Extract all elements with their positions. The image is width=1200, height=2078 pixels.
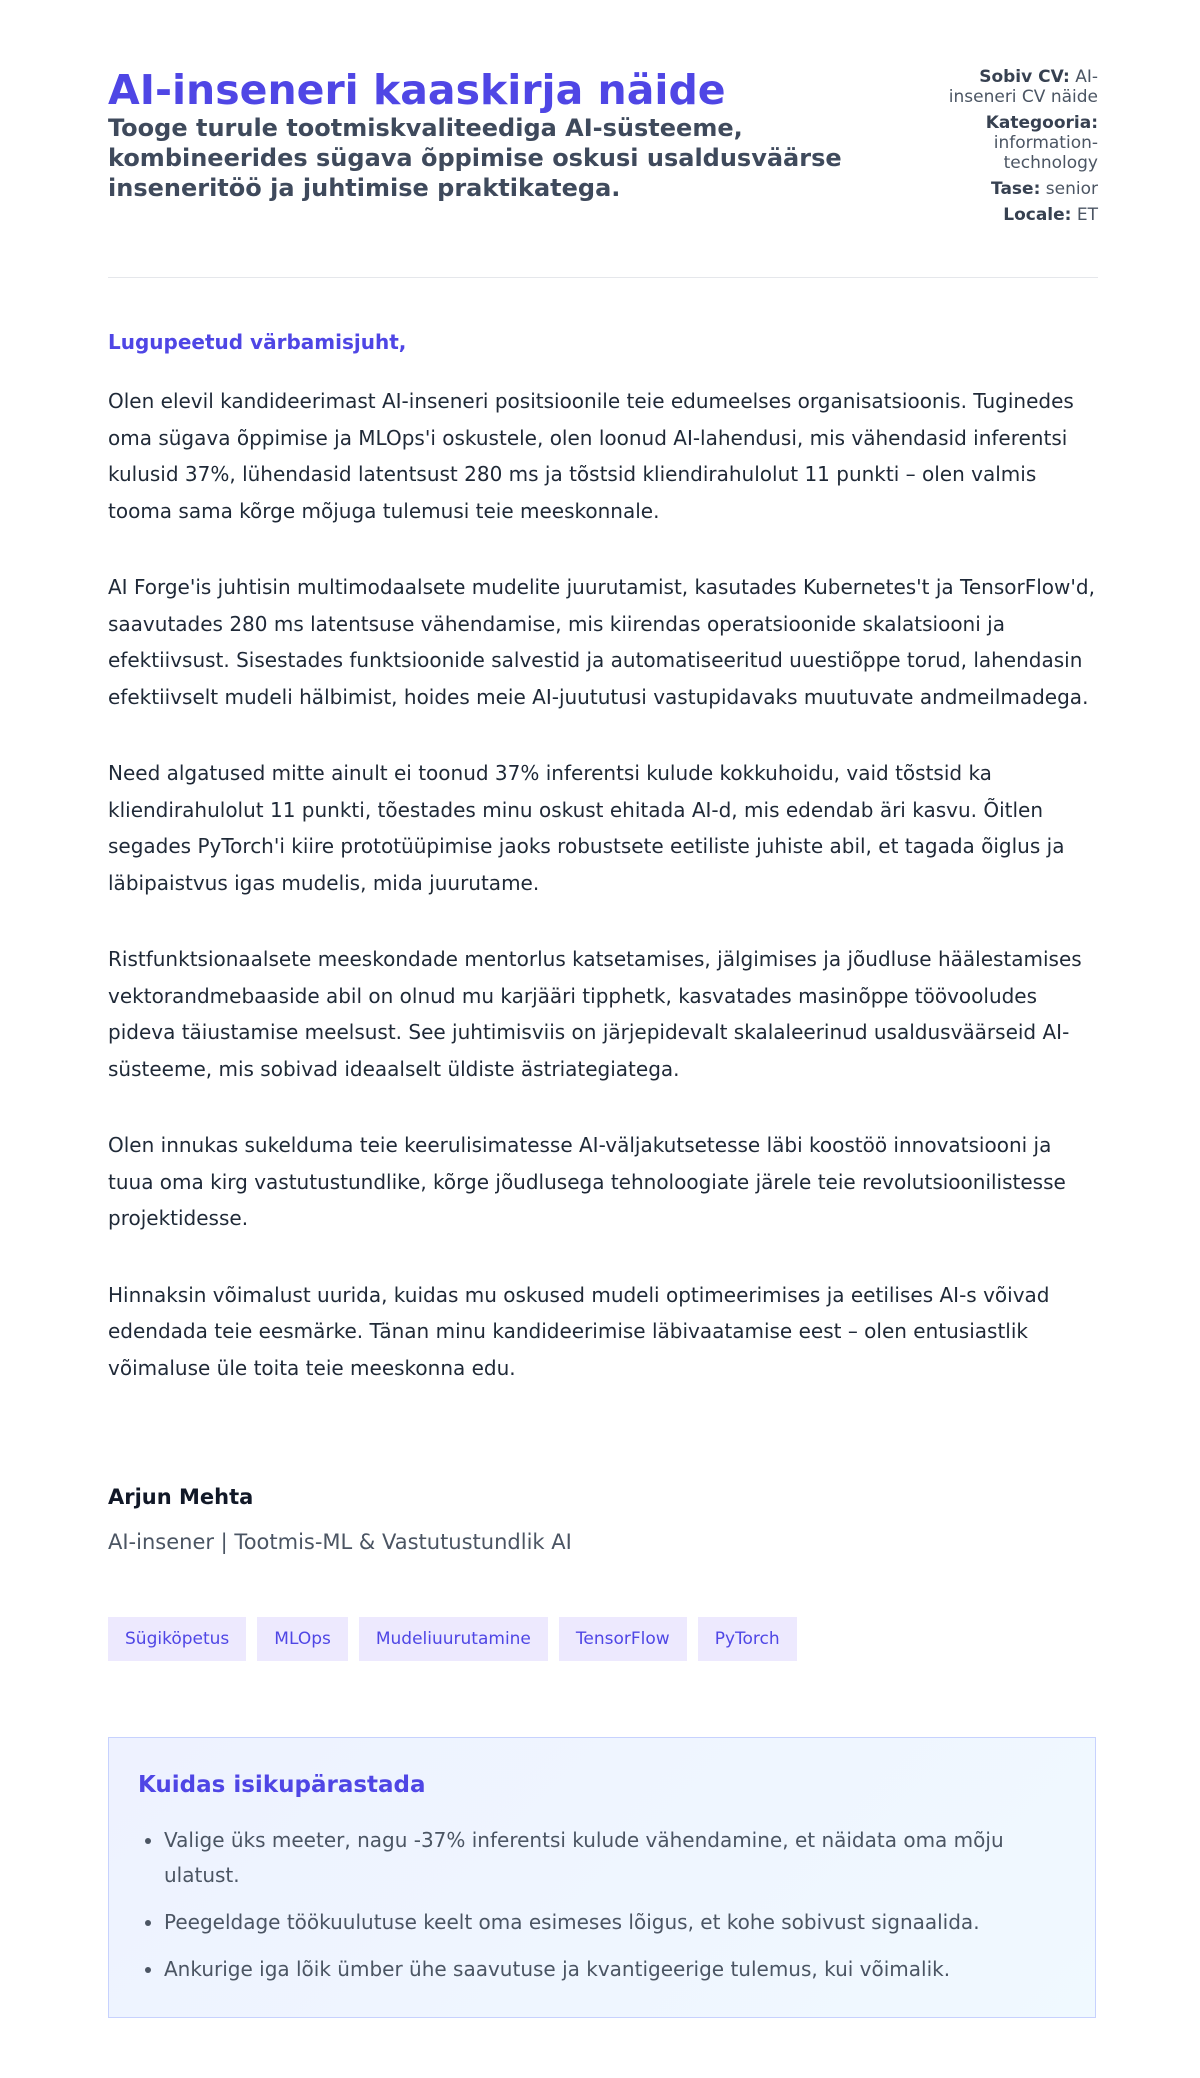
tips-list xyxy=(138,1823,1058,1999)
personalization-tips-box xyxy=(108,1737,1096,2018)
meta-panel xyxy=(938,67,1098,225)
skill-tags xyxy=(108,1617,797,1661)
meta-level-value: senior xyxy=(1045,179,1098,199)
meta-category xyxy=(938,113,1098,173)
skill-tag: Sügiköpetus xyxy=(108,1617,246,1661)
meta-cv-value: AI-inseneri CV näide xyxy=(948,67,1098,107)
tips-title: Kuidas isikupärastada xyxy=(138,1772,426,1798)
letter-paragraph: AI Forge'is juhtisin multimodaalsete mudelite juurutamist, kasutades Kubernetes't ja TensorFlow'd, saavutades 280 ms latentsuse vähendamise, mis kiirendas operatsioonide skalatsiooni ja efektiivsust. Sisestades funktsioonide salvestid ja automatiseeritud uuestiõppe torud, lahendasin efektiivselt mudeli hälbimist, hoides meie AI-juututusi vastupidavaks muutuvate andmeilmadega. xyxy=(108,575,1095,709)
letter-paragraph: Ristfunktsionaalsete meeskondade mentorlus katsetamises, jälgimises ja jõudluse häälestamises vektorandmebaaside abil on olnud mu karjääri tipphetk, kasvatades masinõppe töövooludes pideva täiustamise meelsust. See juhtimisviis on järjepidevalt skalaleerinud usaldusväärseid AI-süsteeme, mis sobivad ideaalselt üldiste ästriategiatega. xyxy=(108,947,1082,1081)
skill-tag: TensorFlow xyxy=(559,1617,687,1661)
salutation: Lugupeetud värbamisjuht, xyxy=(108,330,407,354)
letter-paragraph: Olen innukas sukelduma teie keerulisimatesse AI-väljakutsetesse läbi koostöö innovatsiooni ja tuua oma kirg vastutustundlike, kõrge jõudlusega tehnoloogiate järele teie revolutsioonilistesse projektidesse. xyxy=(108,1133,1066,1230)
meta-locale-label: Locale: xyxy=(1003,205,1072,225)
skill-tag: PyTorch xyxy=(698,1617,797,1661)
skill-tag: Mudeliuurutamine xyxy=(359,1617,548,1661)
page-subtitle: Tooge turule tootmiskvaliteediga AI-süsteeme, kombineerides sügava õppimise oskusi usaldusväärse inseneritöö ja juhtimise praktikatega. xyxy=(108,114,842,202)
letter-paragraph: Olen elevil kandideerimast AI-inseneri positsioonile teie edumeelses organisatsioonis. Tuginedes oma sügava õppimise ja MLOps'i oskustele, olen loonud AI-lahendusi, mis vähendasid inferentsi kulusid 37%, lühendasid latentsust 280 ms ja tõstsid kliendirahulolut 11 punkti – olen valmis tooma sama kõrge mõjuga tulemusi teie meeskonnale. xyxy=(108,389,1074,523)
meta-category-value: information-technology xyxy=(993,133,1098,173)
page-header xyxy=(108,0,1098,278)
tip-item: • Peegeldage töökuulutuse keelt oma esimeses lõigus, et kohe sobivust signaalida. xyxy=(164,1905,1058,1940)
signature-name: Arjun Mehta xyxy=(108,1485,254,1509)
meta-category-label: Kategooria: xyxy=(985,113,1098,133)
meta-cv xyxy=(938,67,1098,107)
letter-paragraph: Need algatused mitte ainult ei toonud 37% inferentsi kulude kokkuhoidu, vaid tõstsid ka kliendirahulolut 11 punkti, tõestades minu oskust ehitada AI-d, mis edendab äri kasvu. Õitlen segades PyTorch'i kiire prototüüpimise jaoks robustsete eetiliste juhiste abil, et tagada õiglus ja läbipaistvus igas mudelis, mida juurutame. xyxy=(108,761,1065,895)
cover-letter-page xyxy=(108,0,1098,1981)
meta-locale-value: ET xyxy=(1076,205,1098,225)
meta-level-label: Tase: xyxy=(991,179,1041,199)
tip-item: • Ankurige iga lõik ümber ühe saavutuse ja kvantigeerige tulemus, kui võimalik. xyxy=(164,1952,1058,1987)
letter-body xyxy=(108,383,1098,1426)
page-title: AI-inseneri kaaskirja näide xyxy=(108,66,726,114)
skill-tag: MLOps xyxy=(257,1617,348,1661)
signature-role: AI-insener | Tootmis-ML & Vastutustundlik AI xyxy=(108,1530,572,1554)
tip-item: • Valige üks meeter, nagu -37% inferentsi kulude vähendamine, et näidata oma mõju ulatust. xyxy=(164,1823,1058,1893)
meta-locale xyxy=(938,205,1098,225)
meta-cv-label: Sobiv CV: xyxy=(979,67,1070,87)
letter-paragraph: Hinnaksin võimalust uurida, kuidas mu oskused mudeli optimeerimises ja eetilises AI-s võivad edendada teie eesmärke. Tänan minu kandideerimise läbivaatamise eest – olen entusiastlik võimaluse üle toita teie meeskonna edu. xyxy=(108,1282,1050,1380)
meta-level xyxy=(938,179,1098,199)
